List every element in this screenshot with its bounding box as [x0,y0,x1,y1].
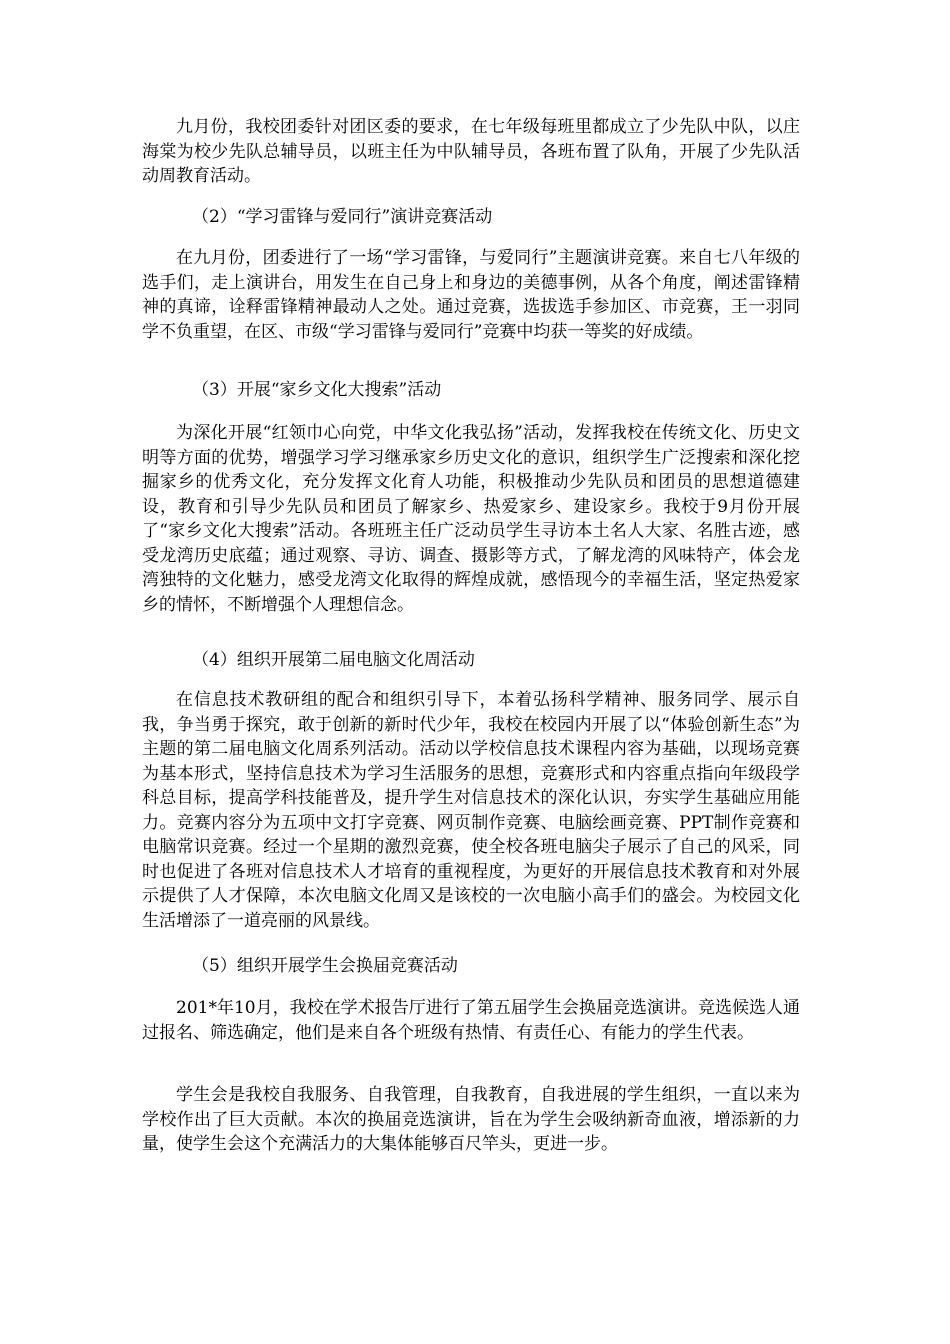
paragraph-hometown-culture: 为深化开展“红领巾心向党，中华文化我弘扬”活动，发挥我校在传统文化、历史文明等方面的优势，增强学习学习继承家乡历史文化的意识，组织学生广泛搜索和深化挖掘家乡的优秀文化，充分发挥文化育人功能，积极推动少先队员和团员的思想道德建设，教育和引导少先队员和团员了解家乡、热爱家乡、建设家乡。我校于9月份开展了“家乡文化大搜索”活动。各班班主任广泛动员学生寻访本土名人大家、名胜古迹，感受龙湾历史底蕴；通过观察、寻访、调查、摄影等方式，了解龙湾的风味特产，体会龙湾独特的文化魅力，感受龙湾文化取得的辉煌成就，感悟现今的幸福生活，坚定热爱家乡的情怀，不断增强个人理想信念。 [142,423,800,615]
paragraph-student-union-purpose: 学生会是我校自我服务、自我管理，自我教育，自我进展的学生组织，一直以来为学校作出了巨大贡献。本次的换届竞选演讲，旨在为学生会吸纳新奇血液，增添新的力量，使学生会这个充满活力的大集体能够百尺竿头，更进一步。 [142,1085,800,1154]
heading-hometown-culture: （3）开展“家乡文化大搜索”活动 [192,380,442,400]
heading-lei-feng-speech: （2）“学习雷锋与爱同行”演讲竞赛活动 [192,207,493,227]
paragraph-lei-feng-speech: 在九月份，团委进行了一场“学习雷锋，与爱同行”主题演讲竞赛。来自七八年级的选手们，走上演讲台，用发生在自己身上和身边的美德事例，从各个角度，阐述雷锋精神的真谛，诠释雷锋精神最动人之处。通过竞赛，选拔选手参加区、市竞赛，王一羽同学不负重望，在区、市级“学习雷锋与爱同行”竞赛中均获一等奖的好成绩。 [142,248,800,342]
heading-computer-week: （4）组织开展第二届电脑文化周活动 [192,650,475,670]
heading-student-union: （5）组织开展学生会换届竞赛活动 [192,956,458,976]
paragraph-student-union-election: 201*年10月，我校在学术报告厅进行了第五届学生会换届竞选演讲。竞选候选人通过报名、筛选确定，他们是来自各个班级有热情、有责任心、有能力的学生代表。 [142,998,800,1043]
paragraph-computer-week: 在信息技术教研组的配合和组织引导下，本着弘扬科学精神、服务同学、展示自我，争当勇于探究，敢于创新的新时代少年，我校在校园内开展了以“体验创新生态”为主题的第二届电脑文化周系列活动。活动以学校信息技术课程内容为基础，以现场竞赛为基本形式，坚持信息技术为学习生活服务的思想，竞赛形式和内容重点指向年级段学科总目标，提高学科技能普及，提升学生对信息技术的深化认识，夯实学生基础应用能力。竞赛内容分为五项中文打字竞赛、网页制作竞赛、电脑绘画竞赛、PPT制作竞赛和电脑常识竞赛。经过一个星期的激烈竞赛，使全校各班电脑尖子展示了自己的风采，同时也促进了各班对信息技术人才培育的重视程度，为更好的开展信息技术教育和对外展示提供了人才保障，本次电脑文化周又是该校的一次电脑小高手们的盛会。为校园文化生活增添了一道亮丽的风景线。 [142,690,800,931]
paragraph-young-pioneers: 九月份，我校团委针对团区委的要求，在七年级每班里都成立了少先队中队，以庄海棠为校少先队总辅导员，以班主任为中队辅导员，各班布置了队角，开展了少先队活动周教育活动。 [142,117,800,186]
